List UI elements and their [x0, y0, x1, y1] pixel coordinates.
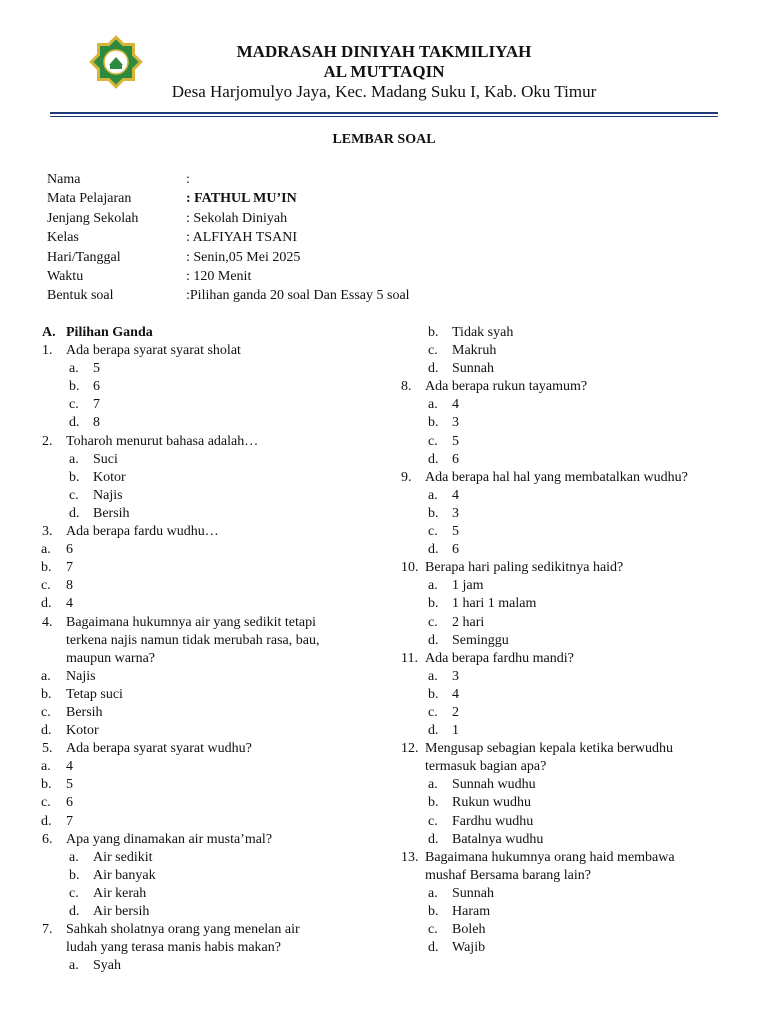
item-number: a.	[428, 885, 438, 901]
answer-option	[42, 722, 382, 740]
item-number: a.	[41, 668, 51, 684]
questions-right-column	[401, 324, 731, 957]
item-text: Fardhu wudhu	[452, 813, 534, 829]
item-text: 8	[93, 415, 100, 431]
info-row	[47, 209, 727, 228]
item-number: b.	[428, 596, 439, 612]
item-number: a.	[428, 397, 438, 413]
item-text: 2 hari	[452, 614, 485, 630]
answer-option	[401, 776, 731, 794]
answer-option	[401, 921, 731, 939]
answer-option	[42, 776, 382, 794]
answer-option	[401, 414, 731, 432]
question-line	[42, 433, 382, 451]
question-line	[42, 614, 382, 632]
info-label: Mata Pelajaran	[47, 191, 132, 207]
answer-option	[401, 505, 731, 523]
question-line	[401, 378, 731, 396]
question-line	[401, 740, 731, 758]
answer-option	[42, 849, 382, 867]
item-number: d.	[428, 451, 439, 467]
item-text: Najis	[93, 487, 123, 503]
item-number: a.	[428, 487, 438, 503]
item-number: 11.	[401, 650, 418, 666]
item-text: 6	[66, 542, 73, 558]
item-text: Ada berapa rukun tayamum?	[425, 379, 588, 395]
item-text: Sunnah wudhu	[452, 777, 536, 793]
question-line	[401, 849, 731, 867]
item-number: b.	[69, 379, 80, 395]
answer-option	[42, 595, 382, 613]
item-text: Ada berapa hal hal yang membatalkan wudhu?	[425, 469, 688, 485]
item-text: 4	[452, 487, 459, 503]
item-number: d.	[428, 361, 439, 377]
answer-option	[401, 632, 731, 650]
item-text: 6	[93, 379, 100, 395]
question-line	[42, 939, 382, 957]
info-label: Hari/Tanggal	[47, 249, 121, 265]
item-number: c.	[69, 397, 79, 413]
answer-option	[401, 396, 731, 414]
answer-option	[42, 378, 382, 396]
item-number: 10.	[401, 560, 419, 576]
answer-option	[42, 541, 382, 559]
item-text: 5	[93, 361, 100, 377]
item-number: b.	[69, 867, 80, 883]
answer-option	[401, 813, 731, 831]
item-number: 8.	[401, 379, 412, 395]
item-number: d.	[428, 940, 439, 956]
question-line	[42, 921, 382, 939]
item-number: b.	[428, 325, 439, 340]
info-label: Nama	[47, 172, 81, 187]
item-number: a.	[428, 668, 438, 684]
header-rule-thin	[50, 116, 718, 117]
item-number: b.	[69, 469, 80, 485]
answer-option	[401, 487, 731, 505]
item-number: d.	[428, 542, 439, 558]
item-text: Air banyak	[93, 867, 156, 883]
item-number: d.	[41, 596, 52, 612]
item-text: 7	[66, 560, 73, 576]
item-text: Bersih	[66, 704, 103, 720]
item-number: c.	[428, 343, 438, 359]
answer-option	[401, 885, 731, 903]
item-number: 9.	[401, 469, 412, 485]
item-text: Najis	[66, 668, 96, 684]
answer-option	[42, 794, 382, 812]
item-text: 3	[452, 505, 459, 521]
question-line	[401, 758, 731, 776]
answer-option	[42, 758, 382, 776]
item-number: b.	[41, 560, 52, 576]
item-text: Makruh	[452, 343, 497, 359]
question-line	[42, 650, 382, 668]
item-text: mushaf Bersama barang lain?	[425, 867, 591, 883]
answer-option	[401, 523, 731, 541]
question-line	[401, 469, 731, 487]
item-number: 5.	[42, 741, 53, 757]
item-number: b.	[428, 904, 439, 919]
item-text: Sunnah	[452, 361, 494, 377]
answer-option	[42, 867, 382, 885]
item-text: maupun warna?	[66, 650, 156, 666]
answer-option	[401, 433, 731, 451]
info-value: : Senin,05 Mei 2025	[186, 249, 301, 265]
answer-option	[42, 487, 382, 505]
answer-option	[42, 451, 382, 469]
question-line	[42, 831, 382, 849]
item-number: b.	[428, 505, 439, 521]
item-text: Ada berapa syarat syarat sholat	[66, 343, 241, 359]
info-label: Jenjang Sekolah	[47, 210, 139, 226]
answer-option	[401, 342, 731, 360]
item-text: Sunnah	[452, 885, 494, 901]
item-text: 6	[452, 451, 459, 467]
school-name-line1: MADRASAH DINIYAH TAKMILIYAH	[236, 42, 532, 61]
info-value: :Pilihan ganda 20 soal Dan Essay 5 soal	[186, 288, 410, 304]
info-row	[47, 228, 727, 247]
item-number: c.	[428, 433, 438, 449]
item-text: Suci	[93, 451, 118, 467]
answer-option	[42, 903, 382, 921]
item-number: 4.	[42, 614, 53, 630]
info-value: : Sekolah Diniyah	[186, 210, 288, 226]
item-number: A.	[42, 325, 56, 340]
item-number: 7.	[42, 922, 53, 938]
item-number: 6.	[42, 831, 53, 847]
item-number: b.	[428, 415, 439, 431]
header-rule-thick	[50, 112, 718, 114]
answer-option	[42, 559, 382, 577]
answer-option	[401, 668, 731, 686]
item-number: b.	[41, 777, 52, 793]
answer-option	[401, 903, 731, 921]
item-number: d.	[428, 632, 439, 648]
item-text: 4	[66, 596, 73, 612]
item-text: Bagaimana hukumnya air yang sedikit tetapi	[66, 614, 316, 630]
item-number: b.	[41, 686, 52, 702]
school-address: Desa Harjomulyo Jaya, Kec. Madang Suku I, Kab. Oku Timur	[171, 82, 597, 101]
item-number: d.	[41, 723, 52, 739]
question-line	[401, 650, 731, 668]
item-text: Kotor	[66, 723, 99, 739]
question-line	[42, 523, 382, 541]
item-text: Ada berapa syarat syarat wudhu?	[66, 741, 252, 757]
item-text: 8	[66, 578, 73, 594]
info-value: : 120 Menit	[186, 269, 252, 284]
item-text: Seminggu	[452, 632, 509, 648]
info-row	[47, 248, 727, 267]
answer-option	[401, 577, 731, 595]
item-text: Batalnya wudhu	[452, 831, 544, 847]
item-number: 13.	[401, 849, 419, 865]
info-value: : FATHUL MU’IN	[186, 191, 297, 207]
item-text: 5	[452, 433, 459, 449]
item-text: 1	[452, 723, 459, 739]
answer-option	[42, 360, 382, 378]
item-text: Bersih	[93, 505, 130, 521]
answer-option	[42, 686, 382, 704]
item-text: Air bersih	[93, 904, 150, 919]
item-number: d.	[69, 415, 80, 431]
item-text: 4	[452, 397, 459, 413]
info-row	[47, 267, 727, 286]
answer-option	[42, 813, 382, 831]
item-number: d.	[69, 505, 80, 521]
school-name-line2: AL MUTTAQIN	[323, 62, 445, 81]
item-number: a.	[69, 451, 79, 467]
item-text: Haram	[452, 904, 491, 919]
item-text: 1 hari 1 malam	[452, 596, 537, 612]
item-text: Mengusap sebagian kepala ketika berwudhu	[425, 741, 674, 757]
answer-option	[401, 831, 731, 849]
item-number: 2.	[42, 433, 53, 449]
info-label: Kelas	[47, 230, 79, 246]
item-number: d.	[428, 723, 439, 739]
answer-option	[42, 396, 382, 414]
item-text: Sahkah sholatnya orang yang menelan air	[66, 922, 300, 938]
item-text: Pilihan Ganda	[66, 325, 153, 340]
answer-option	[401, 360, 731, 378]
item-number: a.	[428, 777, 438, 793]
item-text: Ada berapa fardhu mandi?	[425, 650, 574, 666]
answer-option	[401, 794, 731, 812]
answer-option	[42, 505, 382, 523]
item-text: terkena najis namun tidak merubah rasa, bau,	[66, 632, 320, 648]
section-heading	[42, 324, 382, 342]
answer-option	[42, 704, 382, 722]
answer-option	[42, 957, 382, 975]
item-number: a.	[69, 849, 79, 865]
item-text: 4	[66, 759, 73, 775]
item-text: Kotor	[93, 469, 126, 485]
item-text: 7	[66, 813, 73, 829]
item-text: Tidak syah	[452, 325, 514, 340]
item-number: d.	[428, 831, 439, 847]
info-label: Waktu	[47, 269, 84, 284]
info-row	[47, 286, 727, 305]
item-number: 3.	[42, 524, 53, 540]
item-number: b.	[428, 795, 439, 811]
item-text: 3	[452, 668, 459, 684]
answer-option	[401, 614, 731, 632]
item-text: Apa yang dinamakan air musta’mal?	[66, 831, 273, 847]
item-number: b.	[428, 686, 439, 702]
answer-option	[42, 885, 382, 903]
question-line	[42, 342, 382, 360]
info-row	[47, 189, 727, 208]
answer-option	[42, 414, 382, 432]
item-text: 3	[452, 415, 459, 431]
questions-left-column	[42, 324, 382, 975]
answer-option	[42, 469, 382, 487]
item-number: c.	[428, 704, 438, 720]
item-text: 2	[452, 704, 459, 720]
answer-option	[401, 704, 731, 722]
item-number: c.	[428, 922, 438, 938]
item-number: c.	[41, 578, 51, 594]
question-line	[401, 559, 731, 577]
item-text: Toharoh menurut bahasa adalah…	[66, 433, 259, 449]
item-text: 7	[93, 397, 100, 413]
question-line	[42, 632, 382, 650]
item-text: 6	[452, 542, 459, 558]
info-row	[47, 170, 727, 189]
item-text: 5	[66, 777, 73, 793]
item-text: Wajib	[452, 940, 486, 956]
answer-option	[401, 686, 731, 704]
item-number: c.	[428, 813, 438, 829]
item-number: c.	[69, 487, 79, 503]
item-number: 12.	[401, 741, 419, 757]
madrasah-logo-icon	[88, 34, 144, 90]
item-text: Bagaimana hukumnya orang haid membawa	[425, 849, 675, 865]
item-number: a.	[41, 759, 51, 775]
info-value: : ALFIYAH TSANI	[186, 230, 297, 246]
item-number: 1.	[42, 343, 53, 359]
item-text: Boleh	[452, 922, 486, 938]
item-number: c.	[69, 885, 79, 901]
item-number: c.	[41, 795, 51, 811]
answer-option	[401, 324, 731, 342]
item-text: 6	[66, 795, 73, 811]
item-text: 1 jam	[452, 578, 484, 594]
document-title: LEMBAR SOAL	[332, 132, 436, 147]
answer-option	[42, 668, 382, 686]
item-number: d.	[41, 813, 52, 829]
item-text: Syah	[93, 958, 121, 974]
item-text: Berapa hari paling sedikitnya haid?	[425, 560, 624, 576]
item-text: Tetap suci	[66, 686, 123, 702]
answer-option	[401, 451, 731, 469]
item-text: Air kerah	[93, 885, 147, 901]
item-text: 4	[452, 686, 459, 702]
item-text: Ada berapa fardu wudhu…	[66, 524, 219, 540]
item-number: c.	[428, 524, 438, 540]
question-line	[401, 867, 731, 885]
answer-option	[401, 541, 731, 559]
info-label: Bentuk soal	[47, 288, 114, 304]
answer-option	[401, 595, 731, 613]
answer-option	[401, 939, 731, 957]
answer-option	[42, 577, 382, 595]
item-number: a.	[428, 578, 438, 594]
item-number: a.	[69, 958, 79, 974]
answer-option	[401, 722, 731, 740]
item-number: c.	[428, 614, 438, 630]
item-number: c.	[41, 704, 51, 720]
question-line	[42, 740, 382, 758]
item-text: Rukun wudhu	[452, 795, 531, 811]
item-number: a.	[69, 361, 79, 377]
item-text: Air sedikit	[93, 849, 153, 865]
item-text: 5	[452, 524, 459, 540]
info-value: :	[186, 172, 190, 187]
item-number: a.	[41, 542, 51, 558]
item-text: termasuk bagian apa?	[425, 759, 547, 775]
item-number: d.	[69, 904, 80, 919]
item-text: ludah yang terasa manis habis makan?	[66, 940, 281, 956]
